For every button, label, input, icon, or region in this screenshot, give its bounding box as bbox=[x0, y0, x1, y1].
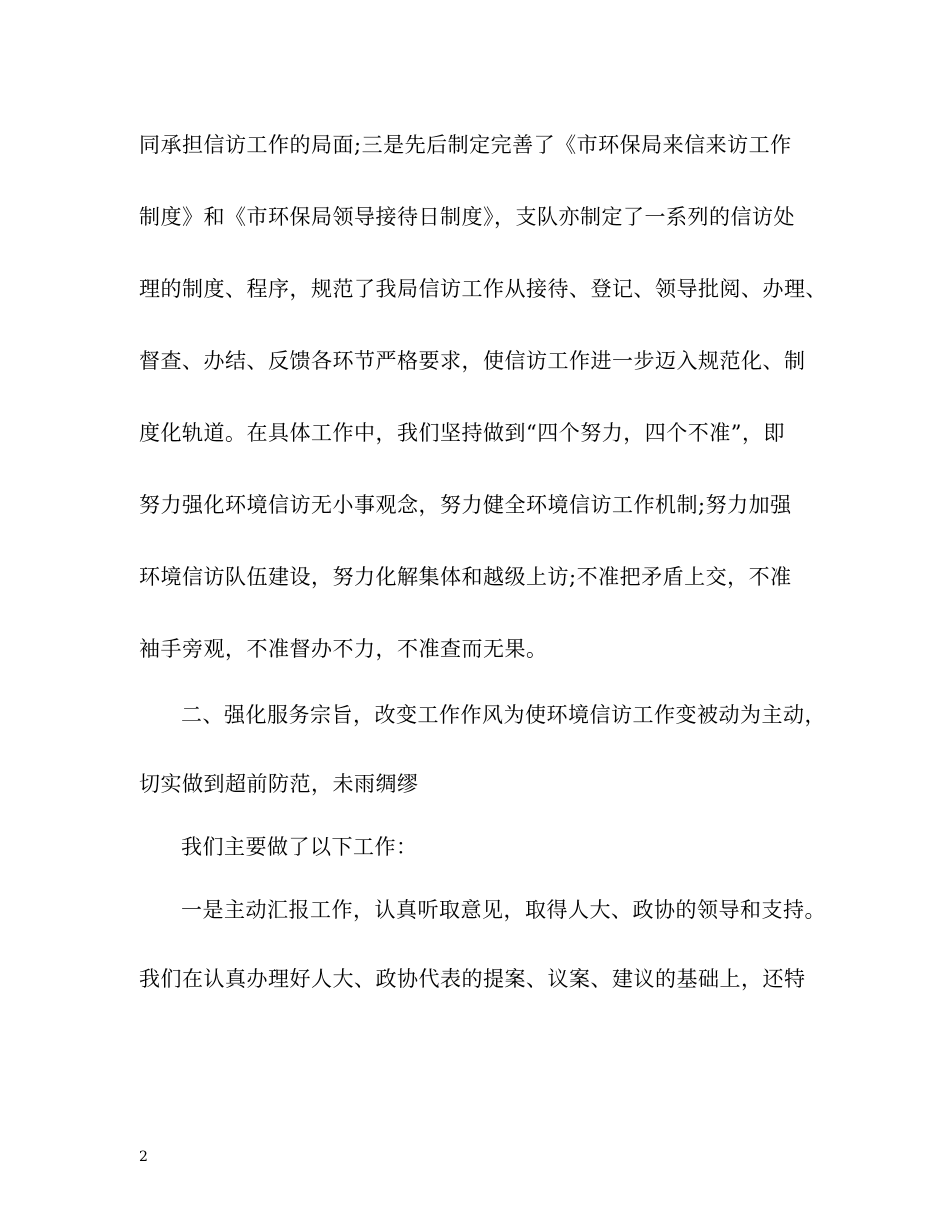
text-line: 理的制度、程序，规范了我局信访工作从接待、登记、领导批阅、办理、 bbox=[139, 277, 827, 301]
text-line: 同承担信访工作的局面;三是先后制定完善了《市环保局来信来访工作 bbox=[139, 133, 792, 157]
text-line: 我们在认真办理好人大、政协代表的提案、议案、建议的基础上，还特 bbox=[139, 967, 806, 991]
text-line: 度化轨道。在具体工作中，我们坚持做到“四个努力，四个不准”，即 bbox=[139, 421, 785, 445]
text-line: 努力强化环境信访无小事观念，努力健全环境信访工作机制;努力加强 bbox=[139, 493, 792, 517]
section-heading-line: 切实做到超前防范，未雨绸缪 bbox=[139, 772, 419, 796]
section-heading-line: 二、强化服务宗旨，改变工作作风为使环境信访工作变被动为主动， bbox=[181, 703, 826, 727]
page-number: 2 bbox=[139, 1149, 148, 1165]
text-line: 一是主动汇报工作，认真听取意见，取得人大、政协的领导和支持。 bbox=[181, 898, 826, 922]
text-line: 环境信访队伍建设，努力化解集体和越级上访;不准把矛盾上交，不准 bbox=[139, 565, 792, 589]
text-line: 督查、办结、反馈各环节严格要求，使信访工作进一步迈入规范化、制 bbox=[139, 349, 806, 373]
text-line: 我们主要做了以下工作： bbox=[181, 835, 418, 859]
text-line: 袖手旁观，不准督办不力，不准查而无果。 bbox=[139, 637, 548, 661]
text-line: 制度》和《市环保局领导接待日制度》，支队亦制定了一系列的信访处 bbox=[139, 205, 795, 229]
